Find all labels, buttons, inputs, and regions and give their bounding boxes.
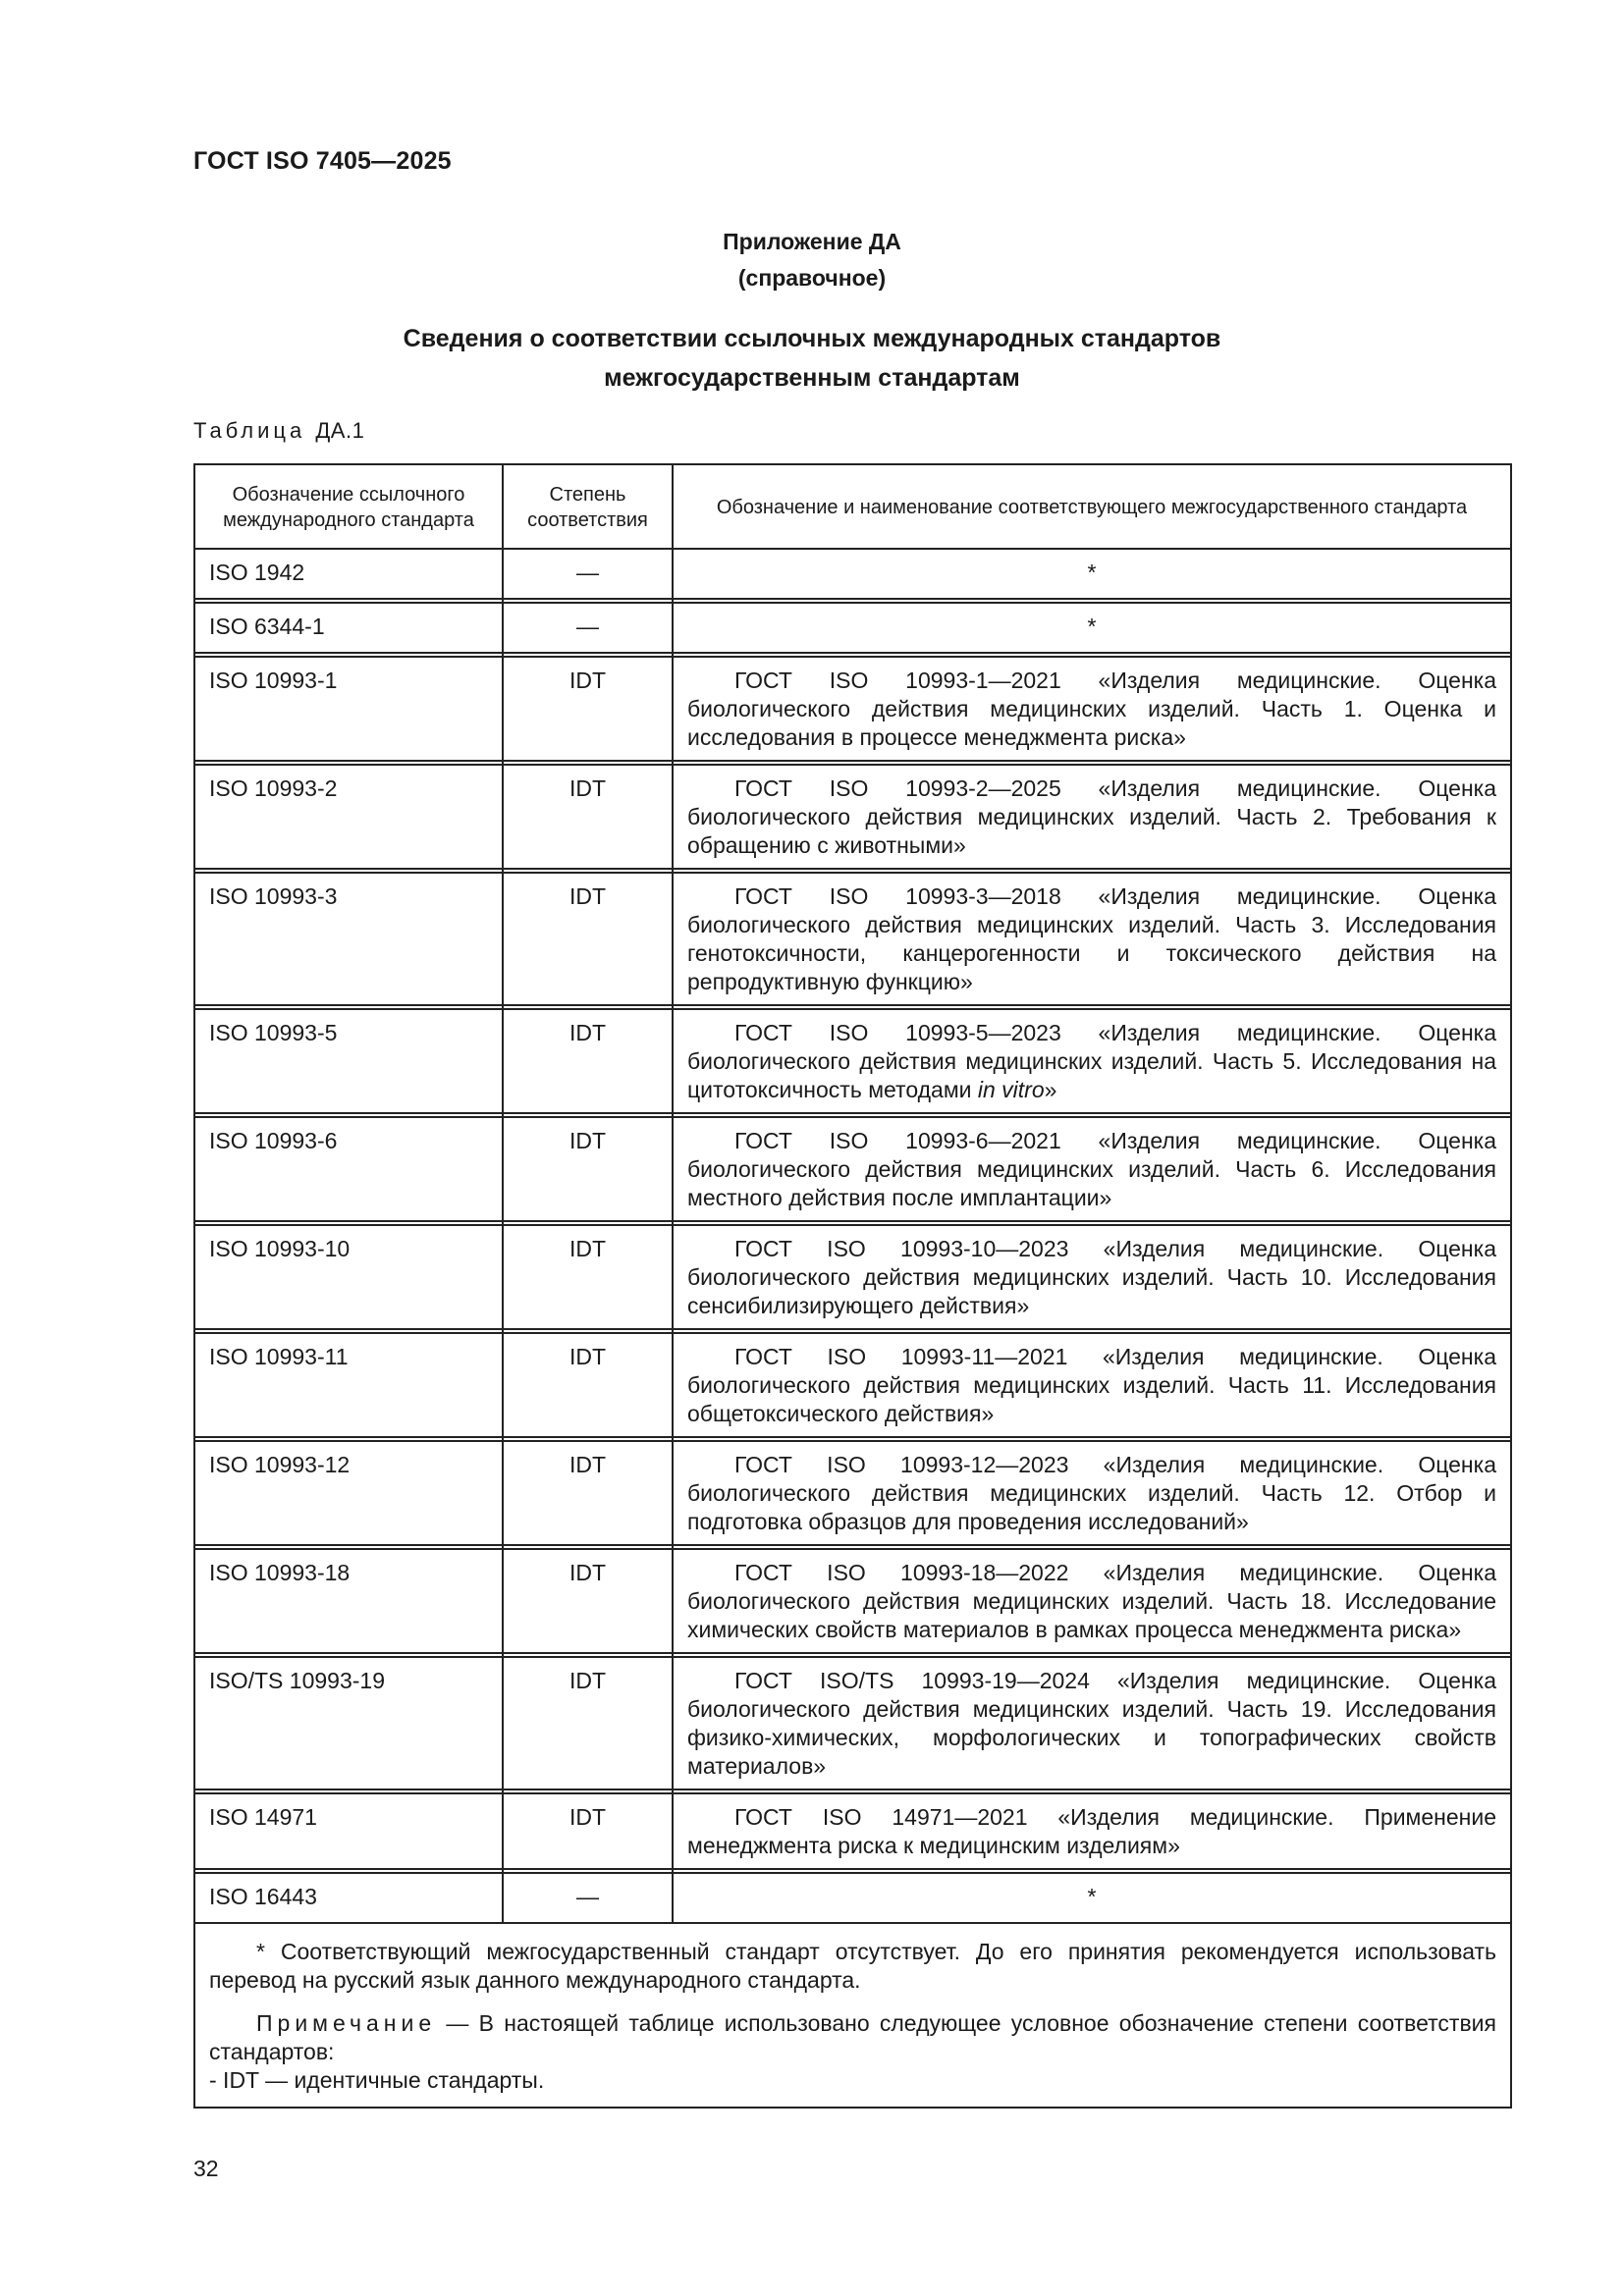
annex-heading [0,224,1624,296]
interstate-standard-cell: ГОСТ ISO 10993-2—2025 «Изделия медицинские. Оценка биологического действия медицинских изделий. Часть 2. Требования к обращению с животными» [673,765,1511,869]
table-row [194,1117,1511,1221]
interstate-standard-cell: * [673,1873,1511,1923]
international-standard-cell: ISO 1942 [194,549,503,599]
degree-cell: IDT [503,1549,673,1653]
interstate-standard-cell: * [673,549,1511,599]
table-row [194,1225,1511,1329]
page-number: 32 [193,2156,219,2181]
international-standard-cell: ISO 14971 [194,1793,503,1869]
international-standard-cell: ISO/TS 10993-19 [194,1657,503,1789]
degree-cell: IDT [503,1225,673,1329]
footnote: * Соответствующий межгосударственный стандарт отсутствует. До его принятия рекомендуется использовать перевод на русский язык данного международного стандарта. [209,1939,1496,1993]
international-standard-cell: ISO 10993-10 [194,1225,503,1329]
table-row [194,1873,1511,1923]
column-header-international-standard: Обозначение ссылочного международного стандарта [194,464,503,549]
table-label-number: ДА.1 [315,418,365,443]
note-list-item: - IDT — идентичные стандарты. [209,2067,545,2093]
table-row [194,1441,1511,1545]
reference-standards-table [193,463,1512,2109]
degree-cell: IDT [503,765,673,869]
interstate-standard-cell [673,1009,1511,1113]
interstate-standard-cell: ГОСТ ISO 10993-1—2021 «Изделия медицинские. Оценка биологического действия медицинских изделий. Часть 1. Оценка и исследования в процессе менеджмента риска» [673,657,1511,761]
note-label: Примечание [256,2010,437,2036]
degree-cell: IDT [503,1793,673,1869]
degree-cell: — [503,1873,673,1923]
table-row [194,1549,1511,1653]
annex-title: Приложение ДА [723,229,901,254]
table-row [194,765,1511,869]
international-standard-cell: ISO 10993-11 [194,1333,503,1437]
degree-cell: — [503,603,673,653]
interstate-standard-italic: in vitro [977,1077,1045,1102]
table-label [193,418,364,444]
international-standard-cell: ISO 16443 [194,1873,503,1923]
interstate-standard-cell: ГОСТ ISO/TS 10993-19—2024 «Изделия медицинские. Оценка биологического действия медицинских изделий. Часть 19. Исследования физико-химических, морфологических и топографических свойств материалов» [673,1657,1511,1789]
table-row [194,873,1511,1005]
interstate-standard-cell: ГОСТ ISO 10993-10—2023 «Изделия медицинские. Оценка биологического действия медицинских изделий. Часть 10. Исследования сенсибилизирующего действия» [673,1225,1511,1329]
degree-cell: IDT [503,1657,673,1789]
international-standard-cell: ISO 10993-1 [194,657,503,761]
interstate-standard-cell: ГОСТ ISO 10993-11—2021 «Изделия медицинские. Оценка биологического действия медицинских изделий. Часть 11. Исследования общетоксического действия» [673,1333,1511,1437]
interstate-standard-cell: ГОСТ ISO 14971—2021 «Изделия медицинские. Применение менеджмента риска к медицинским изделиям» [673,1793,1511,1869]
section-title [0,319,1624,398]
degree-cell: IDT [503,1117,673,1221]
table-row [194,549,1511,599]
interstate-standard-cell: * [673,603,1511,653]
table-label-prefix: Таблица [193,418,306,443]
degree-cell: — [503,549,673,599]
table-row [194,1793,1511,1869]
international-standard-cell: ISO 10993-3 [194,873,503,1005]
international-standard-cell: ISO 10993-6 [194,1117,503,1221]
annex-type: (справочное) [737,265,887,291]
table-body [194,549,1511,2108]
table-row [194,603,1511,653]
document-id: ГОСТ ISO 7405—2025 [193,147,452,175]
degree-cell: IDT [503,1009,673,1113]
table-row [194,1333,1511,1437]
table-row [194,657,1511,761]
table-note [209,2009,1496,2095]
section-title-line-1: Сведения о соответствии ссылочных международных стандартов [403,325,1221,352]
table-row [194,1009,1511,1113]
international-standard-cell: ISO 10993-2 [194,765,503,869]
international-standard-cell: ISO 6344-1 [194,603,503,653]
interstate-standard-cell: ГОСТ ISO 10993-12—2023 «Изделия медицинские. Оценка биологического действия медицинских изделий. Часть 12. Отбор и подготовка образцов для проведения исследований» [673,1441,1511,1545]
section-title-line-2: межгосударственным стандартам [604,364,1020,392]
interstate-standard-text: ГОСТ ISO 10993-5—2023 «Изделия медицинские. Оценка биологического действия медицинских изделий. Часть 5. Исследования на цитотоксичность методами [687,1020,1496,1102]
table-header-row [194,464,1511,549]
table-row [194,1657,1511,1789]
column-header-interstate-standard: Обозначение и наименование соответствующего межгосударственного стандарта [673,464,1511,549]
international-standard-cell: ISO 10993-12 [194,1441,503,1545]
note-text: — В настоящей таблице использовано следующее условное обозначение степени соответствия стандартов: [209,2010,1496,2064]
interstate-standard-cell: ГОСТ ISO 10993-6—2021 «Изделия медицинские. Оценка биологического действия медицинских изделий. Часть 6. Исследования местного действия после имплантации» [673,1117,1511,1221]
degree-cell: IDT [503,657,673,761]
interstate-standard-cell: ГОСТ ISO 10993-3—2018 «Изделия медицинские. Оценка биологического действия медицинских изделий. Часть 3. Исследования генотоксичности, канцерогенности и токсического действия на репродуктивную функцию» [673,873,1511,1005]
interstate-standard-cell: ГОСТ ISO 10993-18—2022 «Изделия медицинские. Оценка биологического действия медицинских изделий. Часть 18. Исследование химических свойств материалов в рамках процесса менеджмента риска» [673,1549,1511,1653]
interstate-standard-tail: » [1044,1077,1057,1102]
degree-cell: IDT [503,1333,673,1437]
international-standard-cell: ISO 10993-5 [194,1009,503,1113]
notes-cell [194,1923,1511,2108]
column-header-degree: Степень соответствия [503,464,673,549]
international-standard-cell: ISO 10993-18 [194,1549,503,1653]
degree-cell: IDT [503,1441,673,1545]
degree-cell: IDT [503,873,673,1005]
notes-row [194,1923,1511,2108]
